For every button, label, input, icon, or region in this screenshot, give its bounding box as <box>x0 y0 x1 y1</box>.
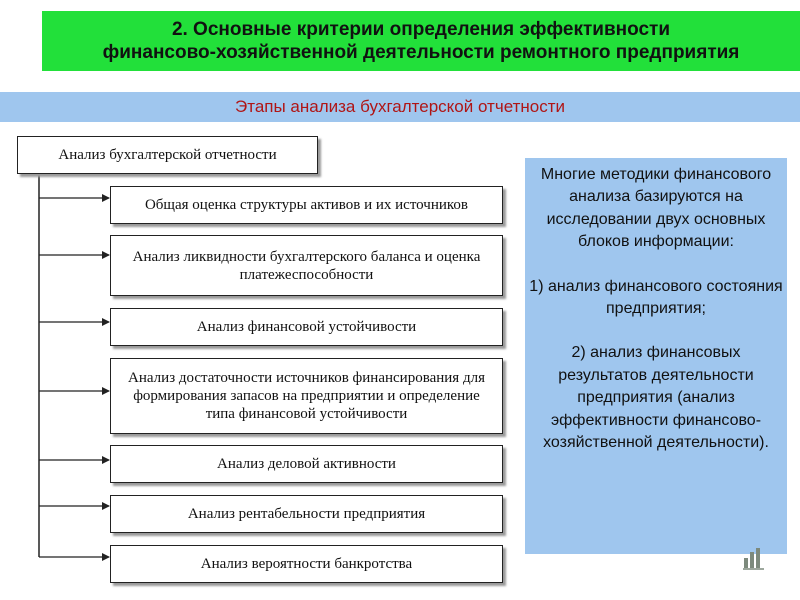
diagram-step-box: Анализ достаточности источников финансирования для формирования запасов на предприятии и определение типа финансовой устойчивости <box>110 358 503 434</box>
diagram-step-box: Анализ финансовой устойчивости <box>110 308 503 346</box>
info-panel-point-2: 2) анализ финансовых результатов деятельности предприятия (анализ эффективности финансово-хозяйственной деятельности). <box>543 344 769 452</box>
diagram-step-box: Анализ ликвидности бухгалтерского баланса и оценка платежеспособности <box>110 235 503 296</box>
diagram-step-box: Анализ вероятности банкротства <box>110 545 503 583</box>
slide-title-line2: финансово-хозяйственной деятельности ремонтного предприятия <box>102 42 740 63</box>
bar-chart-icon <box>743 546 765 570</box>
info-panel-intro: Многие методики финансового анализа базируются на исследовании двух основных блоков информации: <box>540 166 772 251</box>
info-panel <box>525 158 787 554</box>
diagram-step-box: Анализ рентабельности предприятия <box>110 495 503 533</box>
diagram-root-box: Анализ бухгалтерской отчетности <box>17 136 318 174</box>
section-subtitle: Этапы анализа бухгалтерской отчетности <box>0 92 800 122</box>
slide-title-line1: 2. Основные критерии определения эффективности <box>171 19 671 40</box>
diagram-step-box: Общая оценка структуры активов и их источников <box>110 186 503 224</box>
diagram-step-box: Анализ деловой активности <box>110 445 503 483</box>
info-panel-point-1: 1) анализ финансового состояния предприятия; <box>529 277 783 318</box>
